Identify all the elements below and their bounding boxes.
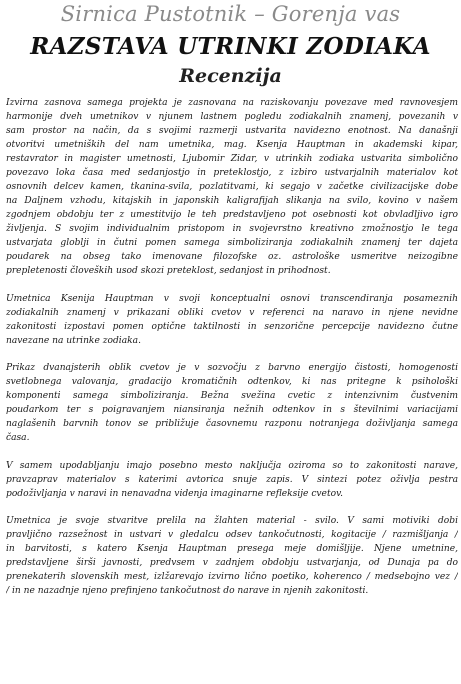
text-line: komponenti samega simboliziranja. Bežna svežina cvetic z intenzivnim čustvenim: [6, 391, 458, 401]
text-line: zodiakalnih znamenj v prikazani obliki cvetov v referenci na naravo in njene nevidne: [6, 307, 458, 318]
text-line: zgodnjem obdobju ter z umestitvijo le teh predstavljeno pot osebnosti kot obvladljivo igro: [6, 210, 458, 220]
text-line: poudarkom ter s poigravanjem niansiranja nežnih odtenkov in s številnimi variacijami: [6, 405, 458, 415]
text-line: Umetnica je svoje stvaritve prelila na žlahten material - svilo. V sami motiviki dobi: [6, 516, 458, 526]
text-line: prenekaterih slovenskih mest, izlžarevajo izvirno lično poetiko, koherenco / medsebojno vez /: [6, 572, 458, 582]
text-line: in barvitosti, s katero Ksenja Hauptman presega meje domišljije. Njene umetnine,: [6, 544, 458, 554]
text-line: osnovnih delcev kamen, tkanina-svila, pozlatitvami, ki segajo v začetke civilizacijske dobe: [6, 182, 458, 192]
text-line: prepletenosti človeških usod skozi preteklost, sedanjost in prihodnost.: [6, 266, 331, 276]
text-line: podoživljanja v naravi in nenavadna videnja imaginarne refleksije cvetov.: [6, 488, 344, 499]
text-line: svetlobnega valovanja, gradacijo kromatičnih odtenkov, ki nas pritegne k psihološki: [6, 377, 458, 387]
text-line: naglašenih barvnih tonov se približuje časovnemu razponu notranjega doživljanja samega: [6, 419, 458, 429]
text-line: harmonije dveh umetnikov v njunem lastnem pogledu zodiakalnih znamenj, povezanih v: [6, 112, 458, 122]
text-line: na Daljnem vzhodu, kitajskih in japonskih kaligrafijah slikanja na svilo, kovino v našem: [6, 196, 458, 206]
text-line: sam prostor na način, da s svojimi razmerji ustvarita navidezno enotnost. Na današnji: [6, 126, 458, 136]
text-line: otvoritvi umetniških del nam umetnika, mag. Ksenja Hauptman in akademski kipar,: [6, 140, 458, 150]
text-line: življenja. S svojim individualnim pristopom in svojevrstno kreativno zmožnostjo le tega: [6, 224, 458, 234]
text-line: pravzaprav materialov s katerimi avtorica snuje zapis. V sintezi potez oživlja pestra: [6, 474, 458, 485]
text-line: V samem upodabljanju imajo posebno mesto naključja oziroma so to zakonitosti narave,: [6, 460, 458, 471]
text-line: zakonitosti izpostavi pomen optične taktilnosti in senzorične percepcije navidezno čutne: [6, 321, 458, 332]
section-title: Recenzija: [179, 65, 282, 87]
text-line: ustvarjata globlji in čutni pomen samega simboliziranja zodiakalnih znamenj ter dajeta: [6, 238, 458, 248]
text-line: navezane na utrinke zodiaka.: [6, 335, 141, 346]
text-line: Prikaz dvanajsterih oblik cvetov je v sozvočju z barvno energijo čistosti, homogenosti: [6, 363, 458, 373]
text-line: pravljično razsežnost in ustvari v gledalcu odsev tankočutnosti, kogitacije / razmišljanja /: [6, 530, 458, 540]
text-line: Izvirna zasnova samega projekta je zasnovana na raziskovanju povezave med ravnovesjem: [6, 98, 458, 108]
exhibition-title: RAZSTAVA UTRINKI ZODIAKA: [30, 33, 431, 60]
text-line: časa.: [6, 433, 30, 443]
paragraph: [6, 292, 458, 348]
paragraph: [6, 96, 458, 278]
paragraph: [6, 459, 458, 501]
text-line: poudarek na obseg tako imenovane filozofske oz. astrološke usmeritve neizogibne: [6, 252, 458, 262]
paragraph: [6, 361, 458, 445]
venue-subtitle: Sirnica Pustotnik – Gorenja vas: [60, 2, 401, 26]
text-line: povezavo loka časa med sedanjostjo in preteklostjo, z izbiro ustvarjalnih materialov kot: [6, 168, 458, 178]
text-line: restavrator in magister umetnosti, Ljubomir Zidar, v utrinkih zodiaka ustvarita simbolično: [6, 154, 458, 164]
text-line: / in ne nazadnje njeno prefinjeno tankočutnost do narave in njenih zakonitosti.: [6, 586, 369, 596]
text-line: predstavljene širši javnosti, predvsem v zadnjem obdobju ustvarjanja, od Dunaja pa do: [6, 558, 458, 568]
text-line: Umetnica Ksenija Hauptman v svoji konceptualni osnovi transcendiranja posameznih: [6, 293, 458, 304]
review-body: [6, 96, 458, 612]
paragraph: [6, 514, 458, 598]
